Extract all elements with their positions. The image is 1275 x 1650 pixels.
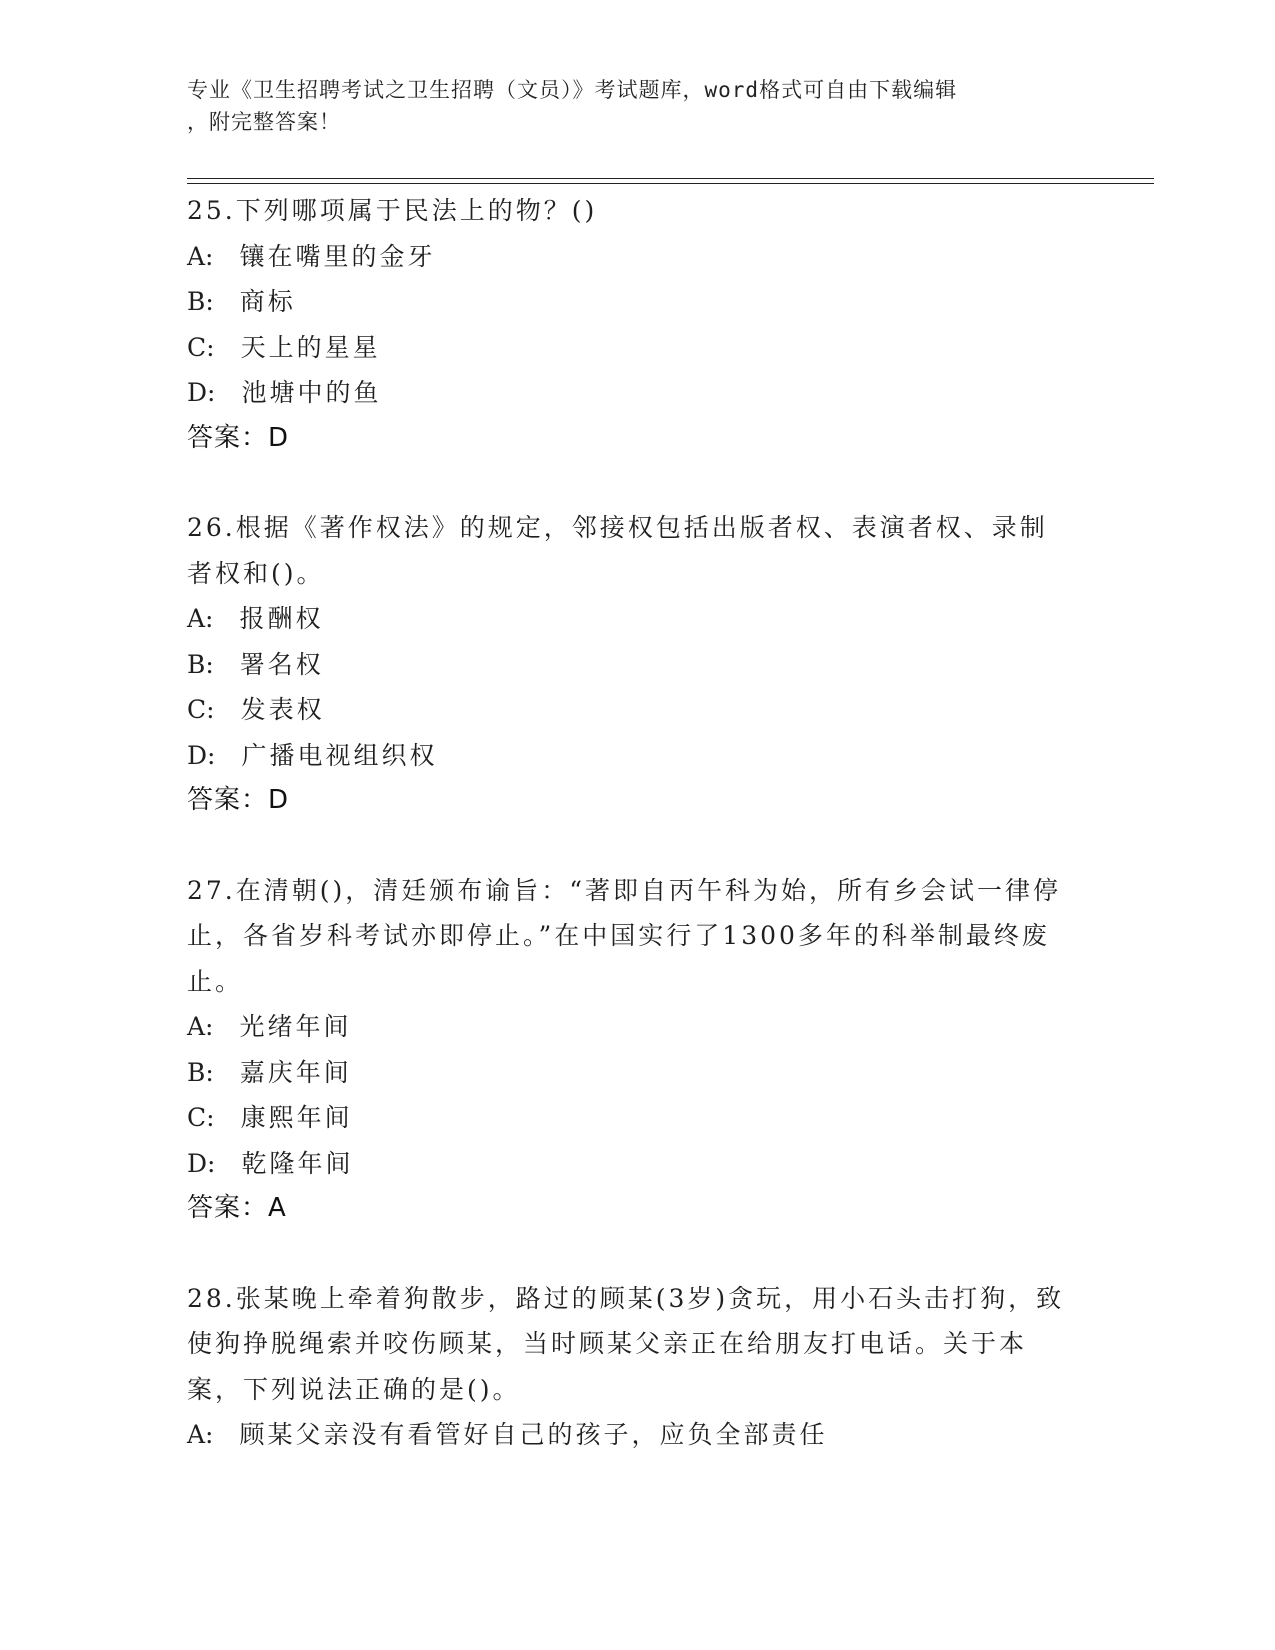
answer-line: 答案：D: [187, 785, 290, 815]
document-header: [187, 74, 1067, 138]
option-letter: D:: [187, 378, 216, 407]
question-26: [187, 505, 1067, 824]
answer-line: 答案：A: [187, 1193, 287, 1223]
option-text: 池塘中的鱼: [241, 378, 382, 407]
option-text: 报酬权: [239, 604, 324, 633]
option-a: [187, 1004, 1067, 1050]
question-27: [187, 868, 1067, 1232]
option-text: 嘉庆年间: [239, 1057, 352, 1087]
option-d: [187, 1141, 1067, 1187]
option-text: 署名权: [239, 649, 324, 679]
answer-line: 答案：D: [187, 422, 290, 453]
option-a: [187, 596, 1067, 642]
question-28: [187, 1276, 1067, 1458]
option-d: [187, 733, 1067, 779]
option-text: 顾某父亲没有看管好自己的孩子，应负全部责任: [239, 1420, 828, 1449]
header-line-1: 专业《卫生招聘考试之卫生招聘（文员）》考试题库，word格式可自由下载编辑: [187, 78, 958, 102]
question-25: [187, 188, 1067, 461]
option-b: [187, 279, 1067, 325]
option-text: 康熙年间: [240, 1103, 353, 1132]
question-stem: 25.下列哪项属于民法上的物？(): [187, 196, 598, 225]
header-divider-bottom: [187, 183, 1154, 184]
option-b: [187, 642, 1067, 688]
option-text: 广播电视组织权: [241, 740, 438, 770]
option-letter: C:: [187, 1103, 215, 1132]
option-letter: D:: [187, 1148, 216, 1178]
option-text: 光绪年间: [239, 1012, 352, 1041]
option-a: [187, 1412, 1067, 1458]
option-letter: D:: [187, 740, 216, 770]
option-letter: C:: [187, 332, 215, 362]
option-letter: A:: [187, 241, 214, 271]
option-letter: B:: [187, 649, 214, 679]
option-letter: B:: [187, 1057, 214, 1087]
option-c: [187, 687, 1067, 733]
option-letter: A:: [187, 604, 214, 633]
option-text: 天上的星星: [240, 332, 381, 362]
option-text: 镶在嘴里的金牙: [239, 241, 436, 271]
option-c: [187, 325, 1067, 371]
option-letter: B:: [187, 287, 214, 316]
option-b: [187, 1050, 1067, 1096]
option-text: 商标: [239, 287, 296, 316]
option-letter: A:: [187, 1012, 214, 1041]
option-d: [187, 370, 1067, 416]
option-letter: A:: [187, 1420, 214, 1449]
question-stem: 28.张某晚上牵着狗散步，路过的顾某(3岁)贪玩，用小石头击打狗，致使狗挣脱绳索并咬伤顾某，当时顾某父亲正在给朋友打电话。关于本案，下列说法正确的是()。: [187, 1283, 1065, 1404]
header-divider-top: [187, 178, 1154, 179]
option-a: [187, 234, 1067, 280]
header-line-2: ，附完整答案！: [187, 110, 341, 134]
option-c: [187, 1095, 1067, 1141]
question-stem: 27.在清朝()，清廷颁布谕旨：“著即自丙午科为始，所有乡会试一律停止，各省岁科考试亦即停止。”在中国实行了1300多年的科举制最终废止。: [187, 875, 1062, 996]
option-letter: C:: [187, 695, 215, 724]
question-list: [187, 188, 1067, 1502]
option-text: 乾隆年间: [241, 1148, 354, 1178]
question-stem: 26.根据《著作权法》的规定，邻接权包括出版者权、表演者权、录制者权和()。: [187, 513, 1048, 588]
option-text: 发表权: [240, 695, 325, 724]
